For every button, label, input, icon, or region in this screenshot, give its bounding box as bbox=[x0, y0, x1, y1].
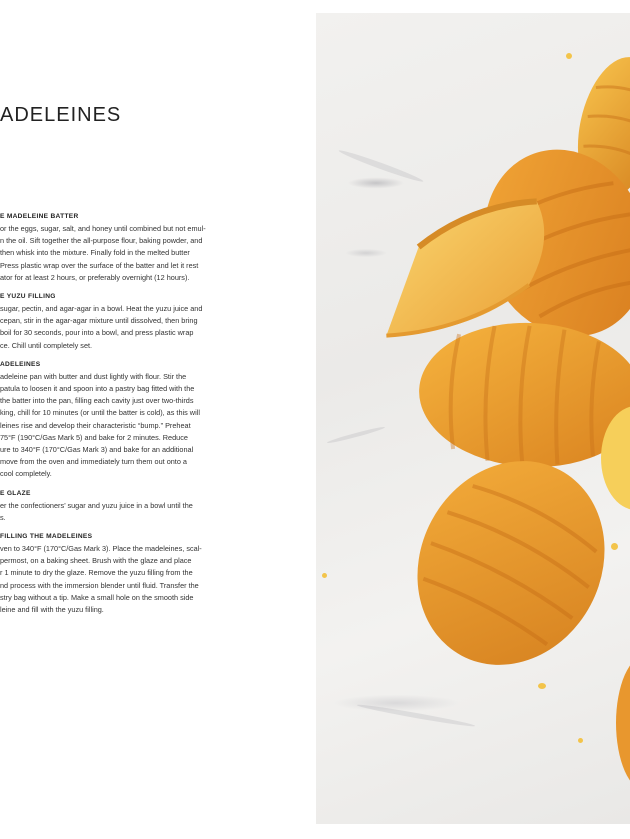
madeleine bbox=[606, 653, 630, 793]
text-line: move from the oven and immediately turn them out onto a bbox=[0, 457, 187, 467]
section-glaze bbox=[0, 490, 230, 524]
crumb bbox=[322, 573, 327, 578]
text-line: king, chill for 10 minutes (or until the batter is cold), as this will bbox=[0, 408, 200, 418]
text-line: Press plastic wrap over the surface of the batter and let it rest bbox=[0, 260, 199, 270]
recipe-instructions bbox=[0, 213, 230, 625]
madeleines-photo bbox=[316, 13, 630, 824]
section-heading: ADELEINES bbox=[0, 360, 41, 368]
section-heading: E GLAZE bbox=[0, 489, 31, 497]
marble-vein bbox=[327, 425, 386, 444]
crumb bbox=[566, 53, 572, 59]
text-line: boil for 30 seconds, pour into a bowl, and press plastic wrap bbox=[0, 328, 194, 338]
text-line: or the eggs, sugar, salt, and honey until combined but not emul- bbox=[0, 224, 206, 233]
section-heading: FILLING THE MADELEINES bbox=[0, 533, 93, 541]
text-line: leines rise and develop their characteristic “bump.” Preheat bbox=[0, 420, 191, 430]
marble-vein bbox=[356, 703, 475, 729]
section-heading: E MADELEINE BATTER bbox=[0, 213, 79, 220]
text-line: ce. Chill until completely set. bbox=[0, 340, 93, 350]
text-line: 75°F (190°C/Gas Mark 5) and bake for 2 minutes. Reduce bbox=[0, 432, 188, 442]
text-line: adeleine pan with butter and dust lightly with flour. Stir the bbox=[0, 371, 187, 381]
text-line: er the confectioners’ sugar and yuzu juice in a bowl until the bbox=[0, 500, 193, 510]
text-line: sugar, pectin, and agar-agar in a bowl. Heat the yuzu juice and bbox=[0, 304, 203, 314]
text-line: nd process with the immersion blender until fluid. Transfer the bbox=[0, 580, 199, 590]
text-line: r 1 minute to dry the glaze. Remove the yuzu filling from the bbox=[0, 568, 193, 578]
text-line: s. bbox=[0, 512, 6, 522]
text-line: the batter into the pan, filling each cavity just over two-thirds bbox=[0, 396, 194, 406]
crumb bbox=[611, 543, 618, 550]
crumb bbox=[578, 738, 583, 743]
text-line: cepan, stir in the agar-agar mixture until dissolved, then bring bbox=[0, 316, 198, 326]
text-line: stry bag without a tip. Make a small hole on the smooth side bbox=[0, 592, 194, 602]
marble-vein bbox=[338, 148, 425, 184]
text-line: cool completely. bbox=[0, 469, 52, 479]
text-line: ven to 340°F (170°C/Gas Mark 3). Place the madeleines, scal- bbox=[0, 544, 202, 554]
crumb bbox=[538, 683, 546, 689]
text-line: patula to loosen it and spoon into a pastry bag fitted with the bbox=[0, 384, 195, 394]
text-line: leine and fill with the yuzu filling. bbox=[0, 605, 104, 615]
section-madeleines bbox=[0, 361, 230, 481]
section-yuzu-filling bbox=[0, 293, 230, 352]
text-line: permost, on a baking sheet. Brush with the glaze and place bbox=[0, 556, 192, 566]
section-batter bbox=[0, 213, 230, 284]
text-line: ator for at least 2 hours, or preferably overnight (12 hours). bbox=[0, 272, 190, 282]
text-line: then whisk into the mixture. Finally fold in the melted butter bbox=[0, 248, 190, 258]
section-heading: E YUZU FILLING bbox=[0, 293, 56, 301]
text-line: n the oil. Sift together the all-purpose flour, baking powder, and bbox=[0, 236, 203, 246]
recipe-title: ADELEINES bbox=[0, 104, 122, 126]
section-filling bbox=[0, 533, 230, 616]
text-line: ure to 340°F (170°C/Gas Mark 3) and bake for an additional bbox=[0, 445, 194, 455]
